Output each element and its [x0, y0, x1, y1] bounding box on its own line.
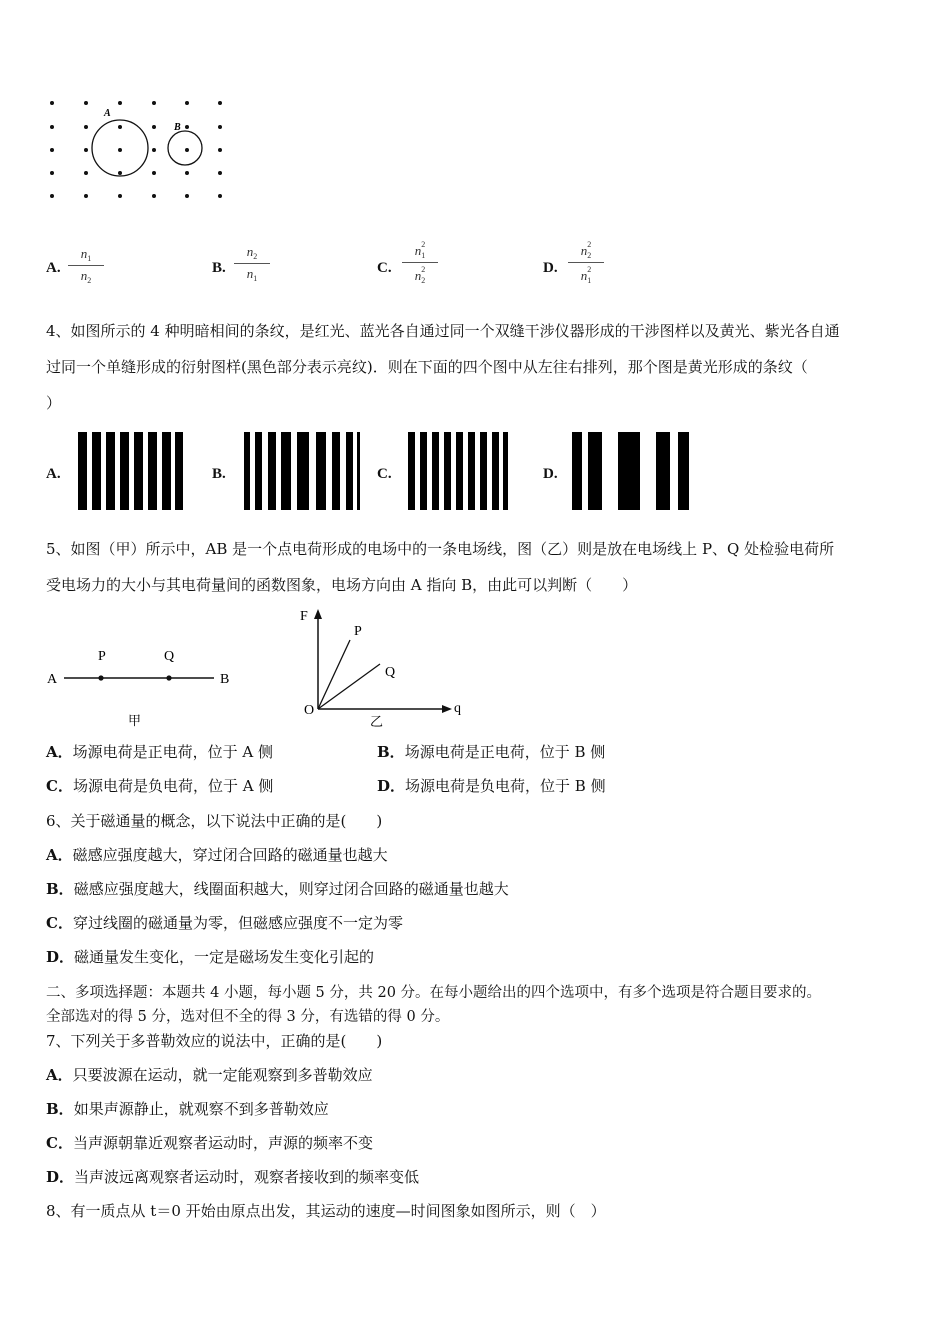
label-P: P [98, 649, 106, 664]
q5-option-a[interactable]: A．场源电荷是正电荷，位于 A 侧 [46, 743, 274, 761]
fraction: $n_2^2$ $n_1^2$ [568, 240, 604, 285]
stripes-c[interactable] [408, 432, 508, 510]
figure-yi [292, 604, 472, 732]
q6-option-b[interactable]: B．磁感应强度越大，线圈面积越大，则穿过闭合回路的磁通量也越大 [46, 880, 509, 898]
q7-stem: 7、下列关于多普勒效应的说法中，正确的是( ) [46, 1032, 383, 1050]
axis-F: F [300, 609, 308, 624]
label-b: B [174, 122, 181, 133]
q7-option-b[interactable]: B．如果声源静止，就观察不到多普勒效应 [46, 1100, 329, 1118]
label-Q: Q [385, 665, 396, 680]
q7-option-a[interactable]: A．只要波源在运动，就一定能观察到多普勒效应 [46, 1066, 373, 1084]
label-P: P [354, 624, 362, 639]
q7-option-c[interactable]: C．当声源朝靠近观察者运动时，声源的频率不变 [46, 1134, 373, 1152]
q4-stem-line1: 4、如图所示的 4 种明暗相间的条纹，是红光、蓝光各自通过同一个双缝干涉仪器形成的干涉图样以及黄光、紫光各自通 [46, 322, 840, 340]
q5-stem-line1: 5、如图（甲）所示中，AB 是一个点电荷形成的电场中的一条电场线，图（乙）则是放在电场线上 P、Q 处检验电荷所 [46, 540, 835, 558]
q4-option-c-label[interactable]: C. [377, 466, 392, 482]
fraction: $n_1^2$ $n_2^2$ [402, 240, 438, 285]
axis-q: q [454, 701, 461, 716]
circle-b [168, 131, 202, 165]
figure-jia [40, 640, 240, 735]
origin-O: O [304, 703, 315, 718]
q4-stem-line3: ） [46, 394, 62, 412]
caption-yi: 乙 [370, 714, 384, 729]
option-label: C. [377, 260, 392, 276]
q5-option-b[interactable]: B．场源电荷是正电荷，位于 B 侧 [377, 743, 606, 761]
section2-instructions-line2: 全部选对的得 5 分，选对但不全的得 3 分，有选错的得 0 分。 [46, 1009, 450, 1025]
q5-option-c[interactable]: C．场源电荷是负电荷，位于 A 侧 [46, 777, 274, 795]
q5-option-d[interactable]: D．场源电荷是负电荷，位于 B 侧 [377, 777, 606, 795]
fraction: $n_1$ $n_2$ [68, 246, 104, 285]
option-label: D. [543, 260, 558, 276]
caption-jia: 甲 [128, 713, 142, 728]
q4-option-b-label[interactable]: B. [212, 466, 226, 482]
section2-instructions-line1: 二、多项选择题：本题共 4 小题，每小题 5 分，共 20 分。在每小题给出的四个选项中，有多个选项是符合题目要求的。 [46, 985, 822, 1001]
q7-option-d[interactable]: D．当声波远离观察者运动时，观察者接收到的频率变低 [46, 1168, 420, 1186]
magnetic-field-figure [40, 92, 240, 207]
q4-option-d-label[interactable]: D. [543, 466, 558, 482]
q6-stem: 6、关于磁通量的概念，以下说法中正确的是( ) [46, 812, 383, 830]
stripes-a[interactable] [78, 432, 184, 510]
stripes-b[interactable] [244, 432, 360, 510]
q4-option-a-label[interactable]: A. [46, 466, 61, 482]
q6-option-d[interactable]: D．磁通量发生变化，一定是磁场发生变化引起的 [46, 948, 375, 966]
label-Q: Q [164, 649, 175, 664]
stripes-d[interactable] [572, 432, 692, 510]
label-B: B [220, 672, 230, 687]
q5-stem-line2: 受电场力的大小与其电荷量间的函数图象，电场方向由 A 指向 B，由此可以判断（ ） [46, 576, 638, 594]
fraction: $n_2$ $n_1$ [234, 244, 270, 283]
q6-option-a[interactable]: A．磁感应强度越大，穿过闭合回路的磁通量也越大 [46, 846, 388, 864]
q8-stem: 8、有一质点从 t＝0 开始由原点出发，其运动的速度—时间图象如图所示，则（ ） [46, 1202, 606, 1220]
option-label: A. [46, 260, 61, 276]
label-a: A [104, 108, 111, 119]
q4-stem-line2: 过同一个单缝形成的衍射图样(黑色部分表示亮纹)．则在下面的四个图中从左往右排列，那个图是黄光形成的条纹（ [46, 358, 808, 376]
label-A: A [47, 672, 58, 687]
option-label: B. [212, 260, 226, 276]
q6-option-c[interactable]: C．穿过线圈的磁通量为零，但磁感应强度不一定为零 [46, 914, 403, 932]
